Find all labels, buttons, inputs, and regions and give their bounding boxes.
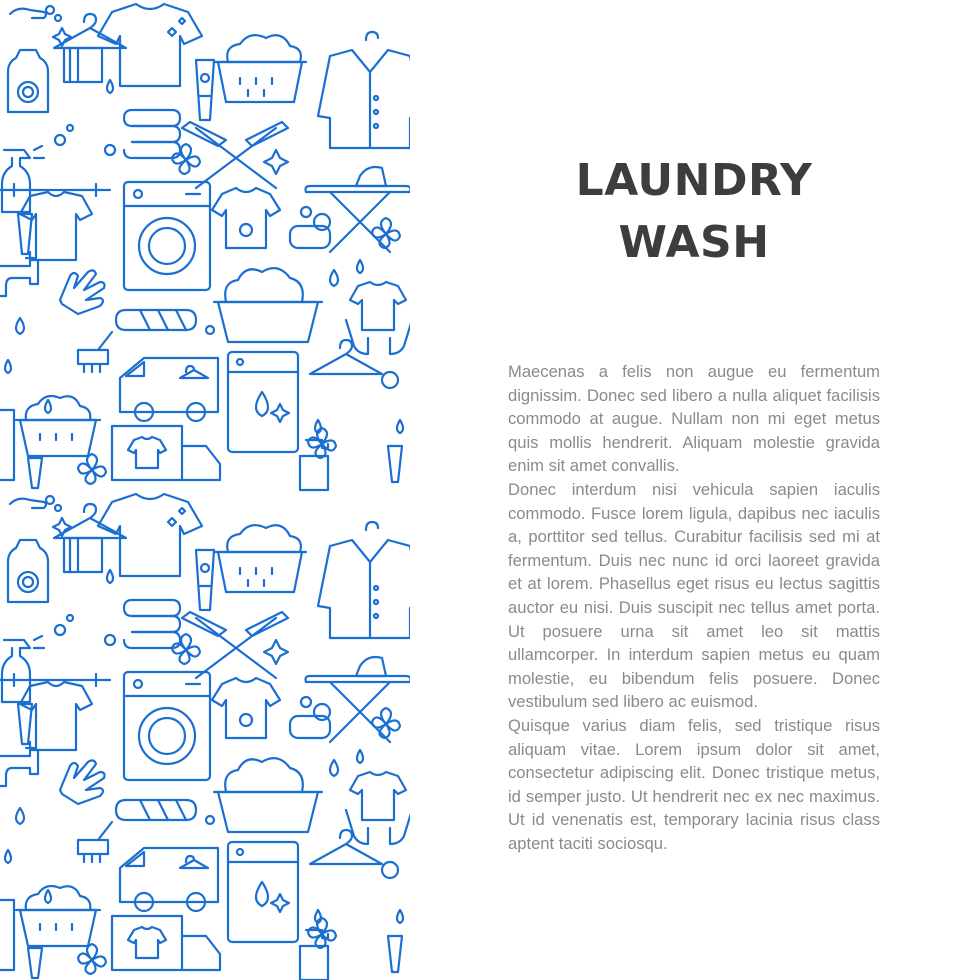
paragraph-2: Donec interdum nisi vehicula sapien iaculis commodo. Fusce lorem ligula, dapibus nec iaculis a, porttitor sed tellus. Curabitur facilisis sed mi at fermentum. Duis nec nunc id orci laoreet gravida et at lorem. Phasellus eget risus eu lectus sagittis auctor eu nisi. Duis suscipit nec tellus amet porta. Ut posuere urna sit amet leo sit mattis ullamcorper. In interdum sapien metus eu quam molestie, eu bibendum felis posuere. Donec vestibulum sed libero ac euismod. [508, 479, 880, 712]
body-text [508, 360, 880, 855]
laundry-icon-pattern [0, 0, 410, 980]
paragraph-1: Maecenas a felis non augue eu fermentum dignissim. Donec sed libero a nulla aliquet facilisis commodo at augue. Nullam non mi eget metus quis mollis hendrerit. Aliquam molestie gravida enim sit amet convallis. [508, 362, 880, 476]
page-title [508, 150, 880, 274]
laundry-pattern-panel [0, 0, 410, 980]
title-line-2: WASH [618, 217, 770, 268]
content-panel [508, 150, 880, 855]
title-line-1: LAUNDRY [575, 155, 813, 206]
paragraph-3: Quisque varius diam felis, sed tristique risus aliquam vitae. Lorem ipsum dolor sit amet, consectetur adipiscing elit. Donec tristique metus, id semper justo. Ut hendrerit nec ex nec maximus. Ut id venenatis est, temporary lacinia risus class aptent taciti sociosqu. [508, 715, 880, 853]
